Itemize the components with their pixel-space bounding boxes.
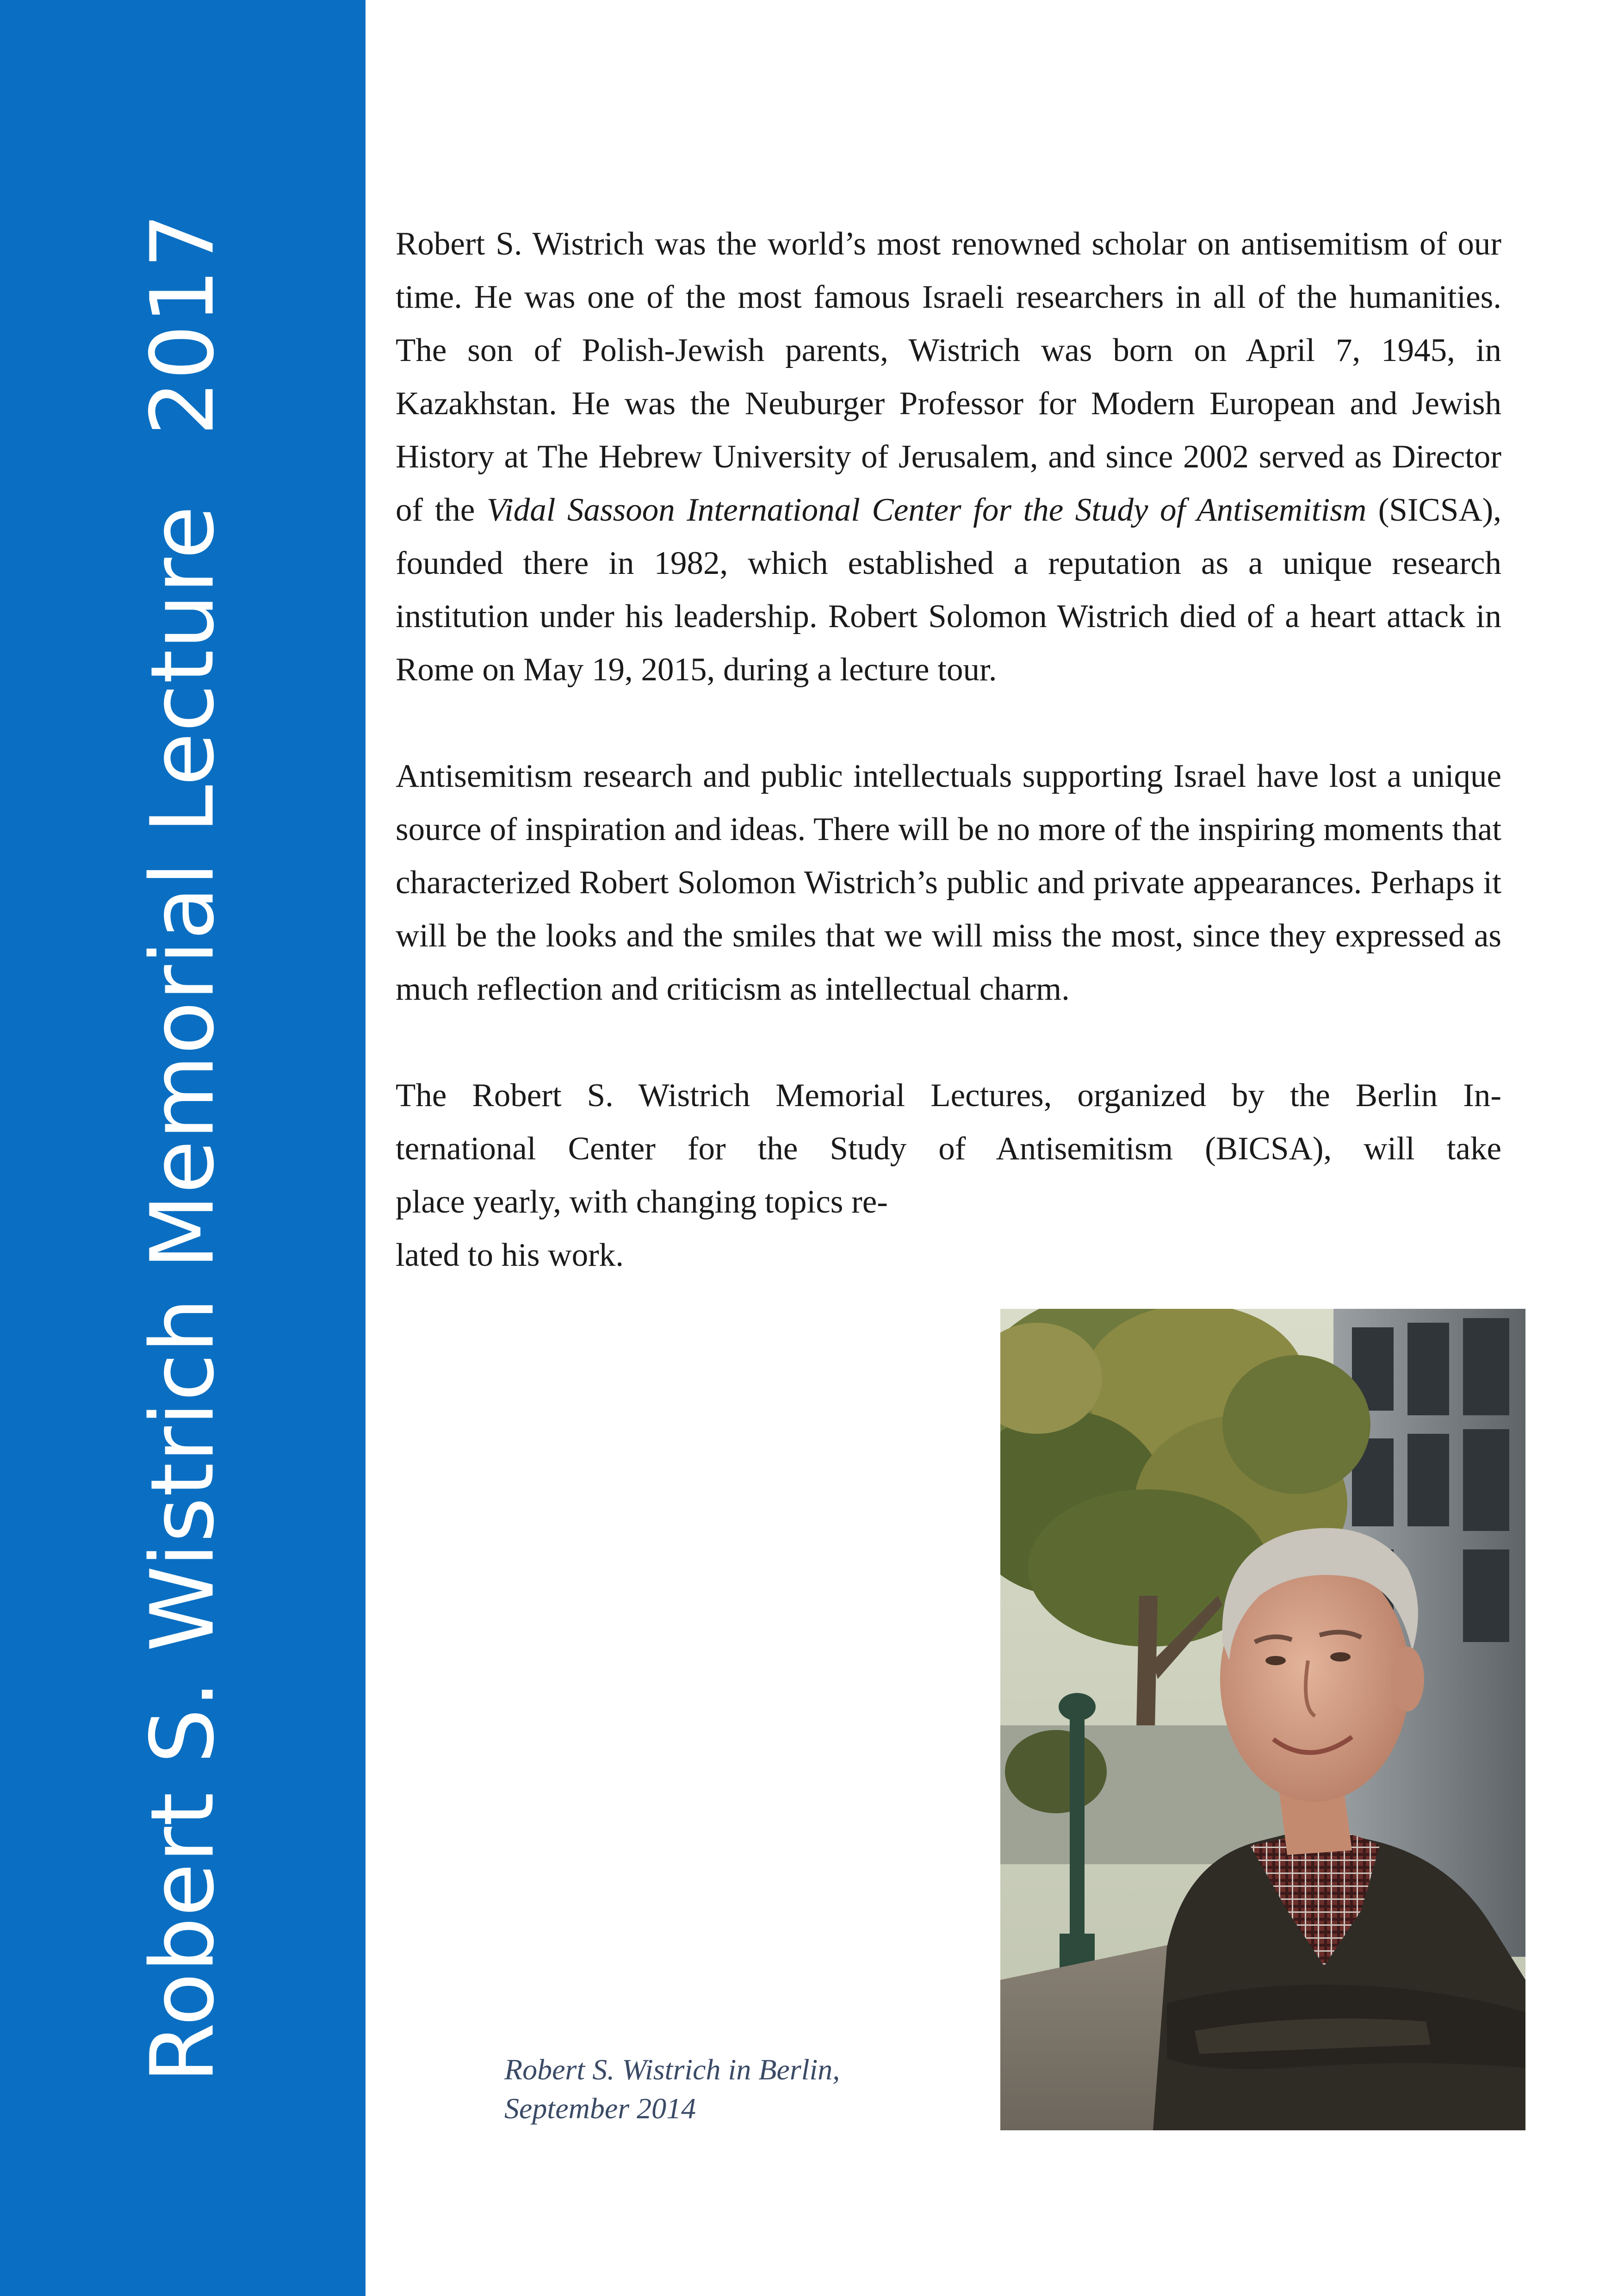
sidebar-band bbox=[0, 0, 366, 2296]
lecture-title: Robert S. Wistrich Memorial Lecture bbox=[132, 505, 234, 2083]
photo-caption bbox=[504, 2050, 840, 2128]
lectures-line-4: lated to his work. bbox=[396, 1237, 624, 1273]
center-name-italic: Vidal Sassoon International Center for the Study of Antisemitism bbox=[486, 492, 1367, 528]
paragraph-biography bbox=[396, 218, 1501, 697]
caption-line-2: September 2014 bbox=[504, 2092, 696, 2125]
paragraph-lectures bbox=[396, 1069, 1501, 1282]
paragraph-legacy: Antisemitism research and public intellectuals supporting Israel have lost a unique source of inspiration and ideas. There will be no more of the inspiring moments that characterized Robert Solomon Wistrich’s public and private appearances. Perhaps it will be the looks and the smiles that we will miss the most, since they expressed as much reflection and criticism as intellectual charm. bbox=[396, 758, 1501, 1007]
lectures-line-1: The Robert S. Wistrich Memorial Lectures, organized by the Berlin In- bbox=[396, 1077, 1501, 1114]
caption-line-1: Robert S. Wistrich in Berlin, bbox=[504, 2053, 840, 2086]
biography-text-part2: (SICSA), founded there in 1982, which established a reputation as a unique research institution under his leadership. Robert Solomon Wistrich died of a heart attack in Rome on May 19, 2015, during a lecture tour. bbox=[396, 492, 1502, 688]
biography-text-part1: Robert S. Wistrich was the world’s most renowned scholar on antisemitism of our time. He was one of the most famous Israeli researchers in all of the humanities. The son of Polish-Jewish parents, Wistrich was born on April 7, 1945, in Kazakhstan. He was the Neuburger Professor for Modern European and Jewish History at The Hebrew University of Jerusalem, and since 2002 served as Director of the bbox=[396, 226, 1501, 528]
main-text bbox=[396, 218, 1501, 1282]
lectures-line-3: place yearly, with changing topics re- bbox=[396, 1184, 888, 1220]
vertical-title bbox=[132, 212, 234, 2083]
lecture-year: 2017 bbox=[132, 212, 234, 436]
portrait-photo bbox=[1000, 1309, 1525, 2130]
lectures-line-2: ternational Center for the Study of Antisemitism (BICSA), will take bbox=[396, 1131, 1501, 1167]
